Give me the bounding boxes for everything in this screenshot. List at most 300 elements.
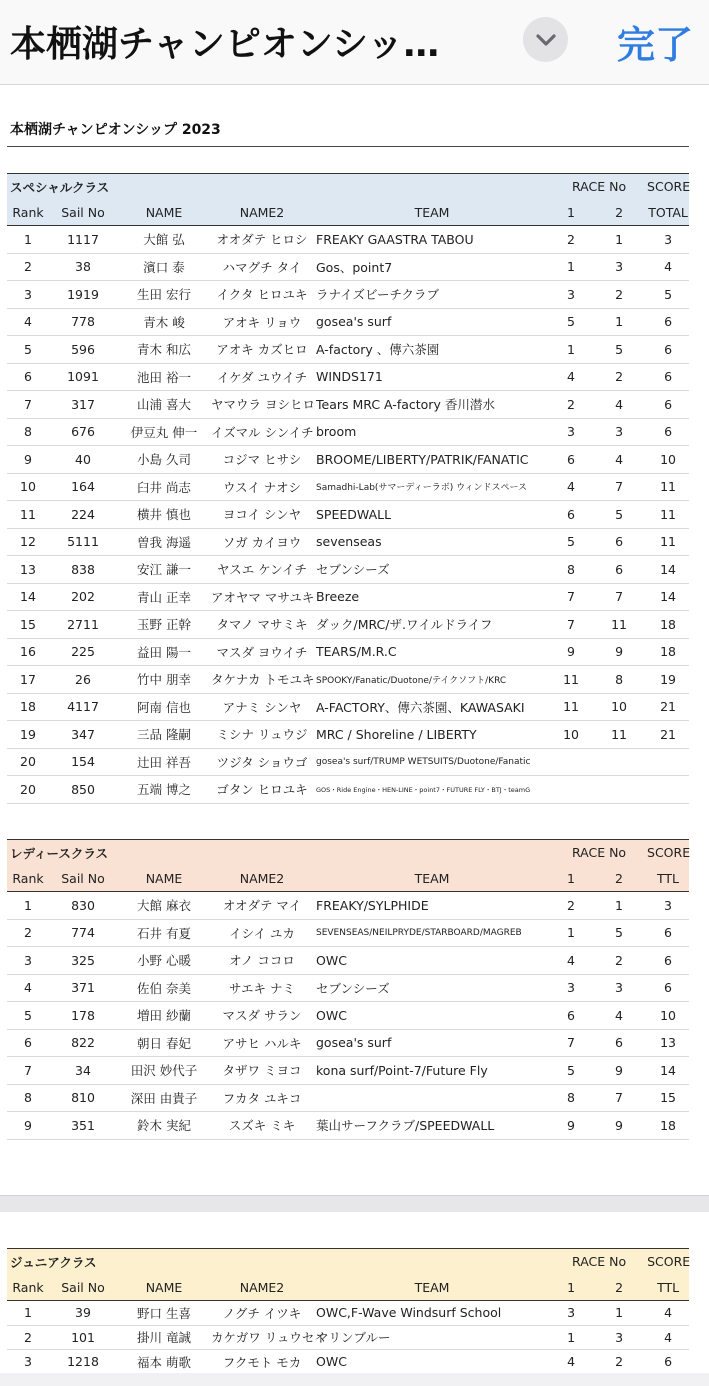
name-cell: 朝日 春妃 bbox=[117, 1029, 211, 1057]
team-cell: マリンブルー bbox=[313, 1325, 551, 1350]
total-cell: 6 bbox=[647, 336, 689, 364]
rank-cell: 10 bbox=[7, 473, 49, 501]
race-1-cell: 5 bbox=[551, 308, 591, 336]
race-2-cell: 5 bbox=[591, 501, 647, 529]
race-1-cell: 10 bbox=[551, 721, 591, 749]
name-cell: 竹中 朋幸 bbox=[117, 666, 211, 694]
name2-cell: ソガ カイヨウ bbox=[211, 528, 313, 556]
race-2-cell: 1 bbox=[591, 892, 647, 920]
name2-cell: オオダテ マイ bbox=[211, 892, 313, 920]
rank-cell: 7 bbox=[7, 391, 49, 419]
rank-cell: 2 bbox=[7, 253, 49, 281]
race-1-cell: 1 bbox=[551, 919, 591, 947]
race-1-cell: 4 bbox=[551, 947, 591, 975]
sail-no-cell: 774 bbox=[49, 919, 117, 947]
rank-header: Rank bbox=[7, 865, 49, 892]
table-row bbox=[7, 281, 689, 309]
race-2-cell: 3 bbox=[591, 1325, 647, 1350]
team-cell: OWC,F-Wave Windsurf School bbox=[313, 1301, 551, 1326]
team-header: TEAM bbox=[313, 865, 551, 892]
team-cell: SPOOKY/Fanatic/Duotone/テイクソフト/KRC bbox=[313, 666, 551, 694]
score-header: SCORE bbox=[647, 1254, 691, 1269]
name2-cell: アオキ リョウ bbox=[211, 308, 313, 336]
rank-cell: 12 bbox=[7, 528, 49, 556]
class-header-row bbox=[7, 174, 689, 200]
column-header-row bbox=[7, 199, 689, 226]
race-2-cell: 6 bbox=[591, 1029, 647, 1057]
name-header: NAME bbox=[117, 865, 211, 892]
sail-no-cell: 164 bbox=[49, 473, 117, 501]
sail-no-cell: 38 bbox=[49, 253, 117, 281]
race-1-cell: 6 bbox=[551, 1002, 591, 1030]
race-2-header: 2 bbox=[591, 865, 647, 892]
name2-cell: アナミ シンヤ bbox=[211, 693, 313, 721]
table-row bbox=[7, 1325, 689, 1350]
total-cell: 4 bbox=[647, 1325, 689, 1350]
table-row bbox=[7, 638, 689, 666]
race-1-cell: 5 bbox=[551, 528, 591, 556]
race-1-cell: 9 bbox=[551, 1112, 591, 1140]
total-cell: 11 bbox=[647, 473, 689, 501]
table-row bbox=[7, 308, 689, 336]
race-2-cell: 5 bbox=[591, 919, 647, 947]
name2-cell: ヤスエ ケンイチ bbox=[211, 556, 313, 584]
table-row bbox=[7, 892, 689, 920]
score-header: SCORE bbox=[647, 845, 691, 860]
table-row bbox=[7, 418, 689, 446]
sail-no-cell: 1919 bbox=[49, 281, 117, 309]
total-cell: 3 bbox=[647, 226, 689, 254]
sail-no-cell: 830 bbox=[49, 892, 117, 920]
race-1-cell: 3 bbox=[551, 1301, 591, 1326]
race-2-cell: 7 bbox=[591, 473, 647, 501]
total-cell: 14 bbox=[647, 1057, 689, 1085]
sail-no-header: Sail No bbox=[49, 1274, 117, 1301]
total-cell: 6 bbox=[647, 1350, 689, 1375]
team-cell: BROOME/LIBERTY/PATRIK/FANATIC bbox=[313, 446, 551, 474]
table-row bbox=[7, 528, 689, 556]
race-2-cell: 7 bbox=[591, 1084, 647, 1112]
rank-cell: 14 bbox=[7, 583, 49, 611]
name2-cell: タマノ マサミキ bbox=[211, 611, 313, 639]
sail-no-cell: 778 bbox=[49, 308, 117, 336]
column-header-row bbox=[7, 1274, 689, 1301]
name-cell: 三品 隆嗣 bbox=[117, 721, 211, 749]
total-cell: 6 bbox=[647, 363, 689, 391]
team-cell bbox=[313, 1084, 551, 1112]
table-row bbox=[7, 391, 689, 419]
rank-header: Rank bbox=[7, 199, 49, 226]
name-cell: 益田 陽一 bbox=[117, 638, 211, 666]
table-row bbox=[7, 501, 689, 529]
race-no-header: RACE No bbox=[572, 1254, 627, 1269]
total-cell: 11 bbox=[647, 501, 689, 529]
team-cell: SEVENSEAS/NEILPRYDE/STARBOARD/MAGREB bbox=[313, 919, 551, 947]
name2-cell: コジマ ヒサシ bbox=[211, 446, 313, 474]
name2-cell: ツジタ ショウゴ bbox=[211, 748, 313, 776]
name2-cell: イクタ ヒロユキ bbox=[211, 281, 313, 309]
race-1-cell bbox=[551, 748, 591, 776]
name-cell: 池田 裕一 bbox=[117, 363, 211, 391]
name-cell: 阿南 信也 bbox=[117, 693, 211, 721]
sail-no-cell: 39 bbox=[49, 1301, 117, 1326]
total-cell: 6 bbox=[647, 418, 689, 446]
name2-cell: イケダ ユウイチ bbox=[211, 363, 313, 391]
table-row bbox=[7, 1301, 689, 1326]
name-cell: 増田 紗蘭 bbox=[117, 1002, 211, 1030]
name2-cell: スズキ ミキ bbox=[211, 1112, 313, 1140]
sail-no-cell: 154 bbox=[49, 748, 117, 776]
race-1-cell: 11 bbox=[551, 666, 591, 694]
table-row bbox=[7, 947, 689, 975]
name2-cell: フカタ ユキコ bbox=[211, 1084, 313, 1112]
table-row bbox=[7, 253, 689, 281]
name-cell: 伊豆丸 伸一 bbox=[117, 418, 211, 446]
name2-cell: マスダ ヨウイチ bbox=[211, 638, 313, 666]
rank-cell: 20 bbox=[7, 776, 49, 804]
rank-cell: 1 bbox=[7, 892, 49, 920]
rank-cell: 5 bbox=[7, 336, 49, 364]
chevron-down-icon[interactable] bbox=[523, 17, 568, 62]
total-cell bbox=[647, 748, 689, 776]
race-1-cell: 8 bbox=[551, 556, 591, 584]
name2-cell: フクモト モカ bbox=[211, 1350, 313, 1375]
race-1-cell: 1 bbox=[551, 336, 591, 364]
name-cell: 安江 謙一 bbox=[117, 556, 211, 584]
class-name: スペシャルクラス bbox=[10, 179, 110, 195]
name2-cell: オノ ココロ bbox=[211, 947, 313, 975]
sail-no-cell: 371 bbox=[49, 974, 117, 1002]
name-cell: 小野 心暖 bbox=[117, 947, 211, 975]
class-header-row bbox=[7, 840, 689, 866]
sail-no-header: Sail No bbox=[49, 865, 117, 892]
race-no-header: RACE No bbox=[571, 845, 627, 860]
race-1-cell: 7 bbox=[551, 583, 591, 611]
rank-cell: 9 bbox=[7, 446, 49, 474]
name2-cell: サエキ ナミ bbox=[211, 974, 313, 1002]
team-cell: MRC / Shoreline / LIBERTY bbox=[313, 721, 551, 749]
table-row bbox=[7, 1002, 689, 1030]
total-cell: 4 bbox=[647, 1301, 689, 1326]
race-2-cell: 11 bbox=[591, 611, 647, 639]
junior-class-table bbox=[7, 1248, 689, 1375]
name-cell: 佐伯 奈美 bbox=[117, 974, 211, 1002]
race-1-cell: 11 bbox=[551, 693, 591, 721]
name2-cell: アオヤマ マサユキ bbox=[211, 583, 313, 611]
race-2-cell: 10 bbox=[591, 693, 647, 721]
team-cell: ダック/MRC/ザ.ワイルドライフ bbox=[313, 611, 551, 639]
rank-cell: 17 bbox=[7, 666, 49, 694]
team-cell: WINDS171 bbox=[313, 363, 551, 391]
ladies-class-table bbox=[7, 839, 689, 1140]
race-2-header: 2 bbox=[591, 199, 647, 226]
race-2-cell: 9 bbox=[591, 638, 647, 666]
team-cell: FREAKY GAASTRA TABOU bbox=[313, 226, 551, 254]
sail-no-cell: 596 bbox=[49, 336, 117, 364]
race-1-cell: 5 bbox=[551, 1057, 591, 1085]
table-row bbox=[7, 776, 689, 804]
rank-cell: 18 bbox=[7, 693, 49, 721]
sail-no-cell: 1218 bbox=[49, 1350, 117, 1375]
race-1-cell: 8 bbox=[551, 1084, 591, 1112]
race-2-cell bbox=[591, 776, 647, 804]
document-title: 本栖湖チャンピオンシッ… bbox=[10, 24, 440, 65]
race-2-cell: 1 bbox=[591, 1301, 647, 1326]
name2-cell: ハマグチ タイ bbox=[211, 253, 313, 281]
table-row bbox=[7, 1057, 689, 1085]
name2-cell: マスダ サラン bbox=[211, 1002, 313, 1030]
name-header: NAME bbox=[117, 199, 211, 226]
team-header: TEAM bbox=[313, 199, 551, 226]
total-cell: 18 bbox=[647, 611, 689, 639]
race-2-cell: 3 bbox=[591, 974, 647, 1002]
sail-no-cell: 40 bbox=[49, 446, 117, 474]
race-1-cell bbox=[551, 776, 591, 804]
total-cell: 11 bbox=[647, 528, 689, 556]
team-cell: FREAKY/SYLPHIDE bbox=[313, 892, 551, 920]
sail-no-cell: 822 bbox=[49, 1029, 117, 1057]
sail-no-cell: 4117 bbox=[49, 693, 117, 721]
name2-cell: カケガワ リュウセイ bbox=[211, 1325, 313, 1350]
race-2-cell: 4 bbox=[591, 446, 647, 474]
team-cell: OWC bbox=[313, 1002, 551, 1030]
total-header: TOTAL bbox=[647, 199, 689, 226]
race-2-cell: 2 bbox=[591, 1350, 647, 1375]
team-cell: A-FACTORY、傳六茶園、KAWASAKI bbox=[313, 693, 551, 721]
race-2-cell bbox=[591, 748, 647, 776]
race-2-cell: 6 bbox=[591, 556, 647, 584]
name-cell: 横井 慎也 bbox=[117, 501, 211, 529]
spreadsheet-page-2 bbox=[0, 1212, 709, 1386]
rank-cell: 19 bbox=[7, 721, 49, 749]
rank-cell: 6 bbox=[7, 363, 49, 391]
name2-header: NAME2 bbox=[211, 1274, 313, 1301]
name-cell: 小島 久司 bbox=[117, 446, 211, 474]
table-row bbox=[7, 1112, 689, 1140]
total-cell: 10 bbox=[647, 446, 689, 474]
rank-cell: 3 bbox=[7, 947, 49, 975]
race-2-cell: 7 bbox=[591, 583, 647, 611]
team-cell: sevenseas bbox=[313, 528, 551, 556]
race-2-cell: 2 bbox=[591, 281, 647, 309]
sheet-title: 本栖湖チャンピオンシップ 2023 bbox=[10, 122, 221, 138]
name-cell: 玉野 正幹 bbox=[117, 611, 211, 639]
name-cell: 生田 宏行 bbox=[117, 281, 211, 309]
table-row bbox=[7, 611, 689, 639]
rank-cell: 6 bbox=[7, 1029, 49, 1057]
team-cell: kona surf/Point-7/Future Fly bbox=[313, 1057, 551, 1085]
race-1-cell: 3 bbox=[551, 974, 591, 1002]
sail-no-cell: 225 bbox=[49, 638, 117, 666]
page-break bbox=[0, 1195, 709, 1213]
sail-no-cell: 101 bbox=[49, 1325, 117, 1350]
name-cell: 五端 博之 bbox=[117, 776, 211, 804]
name2-cell: イシイ ユカ bbox=[211, 919, 313, 947]
name-cell: 濱口 泰 bbox=[117, 253, 211, 281]
class-name: レディースクラス bbox=[10, 845, 109, 861]
sail-no-cell: 317 bbox=[49, 391, 117, 419]
rank-cell: 3 bbox=[7, 281, 49, 309]
race-2-cell: 2 bbox=[591, 947, 647, 975]
table-row bbox=[7, 336, 689, 364]
table-row bbox=[7, 666, 689, 694]
done-button[interactable]: 完了 bbox=[617, 23, 694, 67]
sail-no-cell: 325 bbox=[49, 947, 117, 975]
rank-cell: 1 bbox=[7, 1301, 49, 1326]
name2-cell: イズマル シンイチ bbox=[211, 418, 313, 446]
name-cell: 掛川 竜誠 bbox=[117, 1325, 211, 1350]
race-1-cell: 9 bbox=[551, 638, 591, 666]
total-cell: 6 bbox=[647, 974, 689, 1002]
rank-header: Rank bbox=[7, 1274, 49, 1301]
team-cell: GOS・Ride Engine・HEN-LINE・point7・FUTURE FLY・BTJ・teamG bbox=[313, 776, 551, 804]
team-cell: broom bbox=[313, 418, 551, 446]
rank-cell: 11 bbox=[7, 501, 49, 529]
race-1-cell: 7 bbox=[551, 611, 591, 639]
total-cell: 3 bbox=[647, 892, 689, 920]
total-cell: 21 bbox=[647, 693, 689, 721]
sail-no-cell: 5111 bbox=[49, 528, 117, 556]
race-2-cell: 4 bbox=[591, 391, 647, 419]
rank-cell: 1 bbox=[7, 226, 49, 254]
special-class-table bbox=[7, 173, 689, 804]
navigation-bar bbox=[0, 0, 709, 85]
table-row bbox=[7, 1029, 689, 1057]
race-no-header: RACE No bbox=[571, 179, 627, 194]
sail-no-cell: 810 bbox=[49, 1084, 117, 1112]
team-cell: Tears MRC A-factory 香川潜水 bbox=[313, 391, 551, 419]
race-2-cell: 9 bbox=[591, 1057, 647, 1085]
team-cell: TEARS/M.R.C bbox=[313, 638, 551, 666]
score-header: SCORE bbox=[647, 179, 691, 194]
rank-cell: 2 bbox=[7, 1325, 49, 1350]
race-2-cell: 6 bbox=[591, 528, 647, 556]
rank-cell: 15 bbox=[7, 611, 49, 639]
race-1-cell: 6 bbox=[551, 501, 591, 529]
team-cell: Breeze bbox=[313, 583, 551, 611]
total-cell: 6 bbox=[647, 391, 689, 419]
sail-no-cell: 1091 bbox=[49, 363, 117, 391]
race-2-cell: 8 bbox=[591, 666, 647, 694]
name2-cell: ミシナ リュウジ bbox=[211, 721, 313, 749]
rank-cell: 4 bbox=[7, 308, 49, 336]
total-cell: 13 bbox=[647, 1029, 689, 1057]
sail-no-cell: 850 bbox=[49, 776, 117, 804]
team-cell: Gos、point7 bbox=[313, 253, 551, 281]
total-cell: 18 bbox=[647, 638, 689, 666]
race-2-cell: 11 bbox=[591, 721, 647, 749]
rank-cell: 4 bbox=[7, 974, 49, 1002]
name2-cell: タケナカ トモユキ bbox=[211, 666, 313, 694]
name-header: NAME bbox=[117, 1274, 211, 1301]
name-cell: 田沢 妙代子 bbox=[117, 1057, 211, 1085]
table-row bbox=[7, 583, 689, 611]
name-cell: 福本 萌歌 bbox=[117, 1350, 211, 1375]
sail-no-cell: 1117 bbox=[49, 226, 117, 254]
name2-cell: アオキ カズヒロ bbox=[211, 336, 313, 364]
spreadsheet-page bbox=[0, 85, 709, 1195]
race-1-cell: 7 bbox=[551, 1029, 591, 1057]
race-2-cell: 1 bbox=[591, 226, 647, 254]
race-1-cell: 1 bbox=[551, 1325, 591, 1350]
bottom-bar bbox=[0, 1373, 709, 1386]
rank-cell: 13 bbox=[7, 556, 49, 584]
table-row bbox=[7, 556, 689, 584]
total-cell: 21 bbox=[647, 721, 689, 749]
rank-cell: 20 bbox=[7, 748, 49, 776]
total-cell: 10 bbox=[647, 1002, 689, 1030]
team-cell: gosea's surf bbox=[313, 308, 551, 336]
name-cell: 深田 由貴子 bbox=[117, 1084, 211, 1112]
sail-no-header: Sail No bbox=[49, 199, 117, 226]
name-cell: 石井 有夏 bbox=[117, 919, 211, 947]
table-row bbox=[7, 1350, 689, 1375]
sail-no-cell: 2711 bbox=[49, 611, 117, 639]
sail-no-cell: 838 bbox=[49, 556, 117, 584]
rank-cell: 16 bbox=[7, 638, 49, 666]
name-cell: 辻田 祥吾 bbox=[117, 748, 211, 776]
race-2-cell: 3 bbox=[591, 418, 647, 446]
sail-no-cell: 676 bbox=[49, 418, 117, 446]
name2-header: NAME2 bbox=[211, 865, 313, 892]
race-2-cell: 2 bbox=[591, 363, 647, 391]
team-cell: OWC bbox=[313, 947, 551, 975]
name-cell: 鈴木 実紀 bbox=[117, 1112, 211, 1140]
total-cell bbox=[647, 776, 689, 804]
name2-cell: オオダテ ヒロシ bbox=[211, 226, 313, 254]
total-cell: 18 bbox=[647, 1112, 689, 1140]
total-header: TTL bbox=[647, 865, 689, 892]
table-row bbox=[7, 919, 689, 947]
table-row bbox=[7, 693, 689, 721]
sail-no-cell: 202 bbox=[49, 583, 117, 611]
name-cell: 野口 生喜 bbox=[117, 1301, 211, 1326]
table-row bbox=[7, 721, 689, 749]
sail-no-cell: 178 bbox=[49, 1002, 117, 1030]
team-header: TEAM bbox=[313, 1274, 551, 1301]
team-cell: ラナイズビーチクラブ bbox=[313, 281, 551, 309]
name2-cell: アサヒ ハルキ bbox=[211, 1029, 313, 1057]
title-divider bbox=[7, 146, 689, 147]
rank-cell: 5 bbox=[7, 1002, 49, 1030]
table-row bbox=[7, 226, 689, 254]
sail-no-cell: 34 bbox=[49, 1057, 117, 1085]
race-1-cell: 3 bbox=[551, 418, 591, 446]
total-cell: 5 bbox=[647, 281, 689, 309]
race-1-cell: 2 bbox=[551, 391, 591, 419]
name2-cell: ヤマウラ ヨシヒロ bbox=[211, 391, 313, 419]
total-cell: 6 bbox=[647, 308, 689, 336]
total-cell: 15 bbox=[647, 1084, 689, 1112]
team-cell: SPEEDWALL bbox=[313, 501, 551, 529]
name-cell: 曽我 海遥 bbox=[117, 528, 211, 556]
column-header-row bbox=[7, 865, 689, 892]
name-cell: 青木 峻 bbox=[117, 308, 211, 336]
total-cell: 19 bbox=[647, 666, 689, 694]
race-2-cell: 5 bbox=[591, 336, 647, 364]
sail-no-cell: 351 bbox=[49, 1112, 117, 1140]
rank-cell: 7 bbox=[7, 1057, 49, 1085]
class-header-row bbox=[7, 1249, 689, 1275]
race-2-cell: 4 bbox=[591, 1002, 647, 1030]
team-cell: セブンシーズ bbox=[313, 974, 551, 1002]
table-row bbox=[7, 748, 689, 776]
race-1-cell: 4 bbox=[551, 473, 591, 501]
race-1-cell: 3 bbox=[551, 281, 591, 309]
sail-no-cell: 224 bbox=[49, 501, 117, 529]
sail-no-cell: 347 bbox=[49, 721, 117, 749]
race-1-cell: 4 bbox=[551, 363, 591, 391]
